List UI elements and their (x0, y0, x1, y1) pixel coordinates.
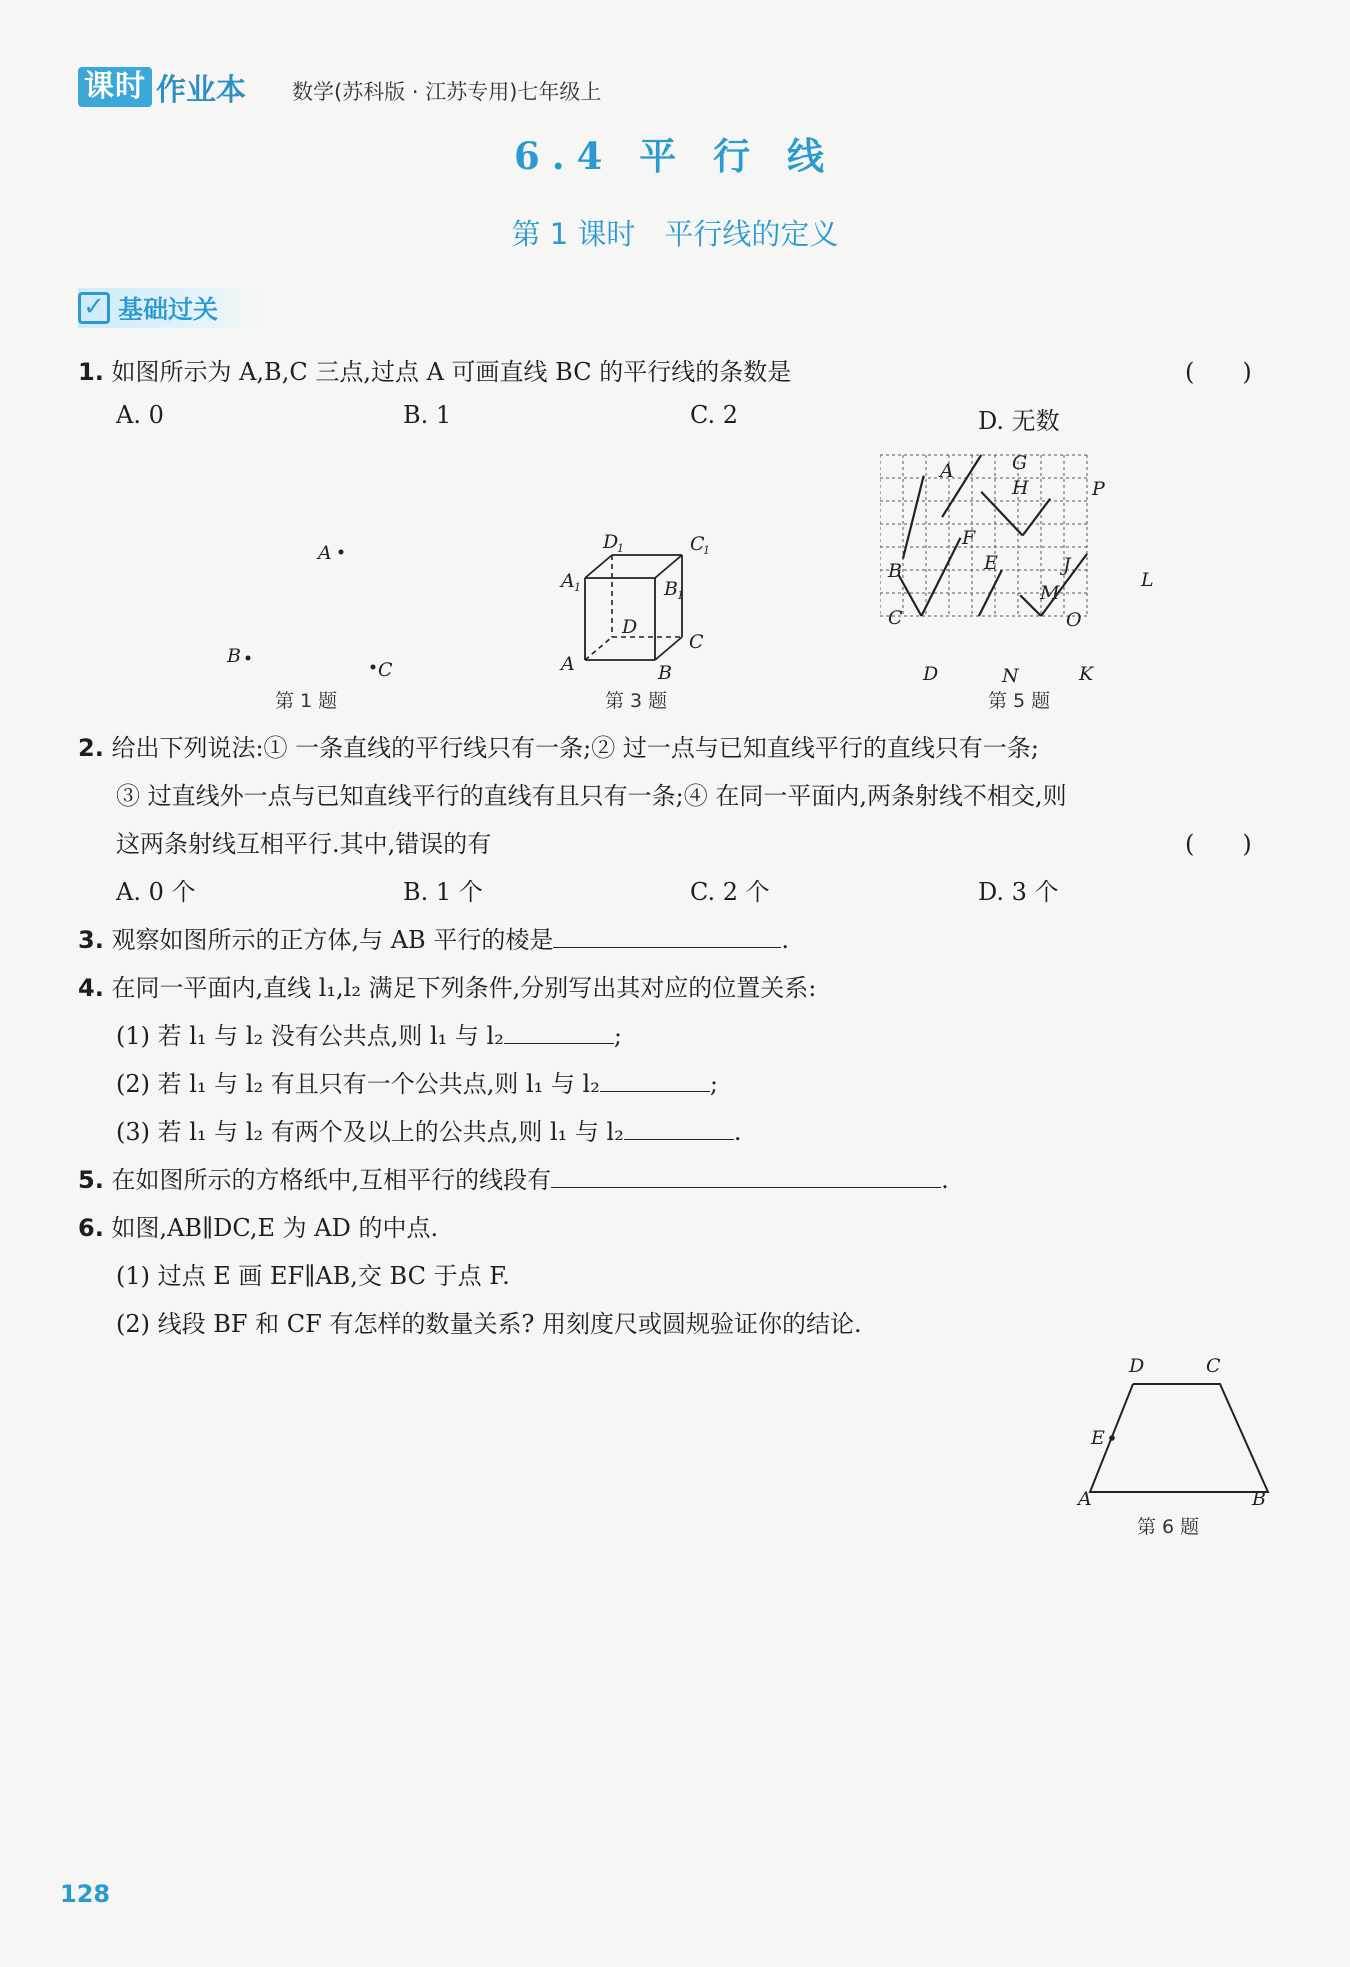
label-B: B (658, 662, 672, 684)
question-text: 给出下列说法:① 一条直线的平行线只有一条;② 过一点与已知直线平行的直线只有一条; (111, 734, 1039, 762)
punct: . (781, 926, 789, 954)
label-A: A (940, 460, 954, 482)
label-O: O (1066, 609, 1082, 631)
punct: . (941, 1166, 949, 1194)
option-b: B. 1 (403, 401, 452, 429)
question-number: 1. (78, 358, 104, 386)
question-4-part-1 (116, 1016, 622, 1051)
label-C: C (1206, 1355, 1221, 1377)
label-M: M (1040, 582, 1060, 604)
label-L: L (1141, 569, 1154, 591)
question-number: 2. (78, 734, 104, 762)
question-5 (78, 1160, 949, 1195)
option-c: C. 2 个 (690, 878, 770, 906)
question-number: 6. (78, 1214, 104, 1242)
question-6 (78, 1208, 438, 1243)
label-N: N (1002, 665, 1019, 685)
label-A1: A (561, 570, 575, 592)
answer-blank[interactable] (553, 925, 781, 948)
figure-3-cube (555, 525, 740, 685)
brand-box: 课时 (78, 67, 152, 107)
label-E: E (1091, 1427, 1105, 1449)
brand-name: 作业本 (156, 73, 246, 108)
part-text: (2) 若 l₁ 与 l₂ 有且只有一个公共点,则 l₁ 与 l₂ (116, 1070, 600, 1098)
label-F: F (962, 527, 976, 549)
label-P: P (1092, 478, 1105, 500)
question-text: 观察如图所示的正方体,与 AB 平行的棱是 (111, 926, 554, 954)
brand-logo (78, 66, 246, 108)
label-B1: B (664, 578, 678, 600)
question-4-part-3 (116, 1112, 741, 1147)
label-D: D (1129, 1355, 1145, 1377)
section-label: 基础过关 (118, 295, 219, 324)
sub-D1: 1 (617, 542, 624, 555)
label-C: C (378, 659, 393, 681)
question-text: 在如图所示的方格纸中,互相平行的线段有 (111, 1166, 552, 1194)
punct: ; (709, 1070, 718, 1098)
label-D1: D (603, 531, 619, 553)
figure-1 (210, 530, 410, 690)
segment-DE (921, 538, 960, 616)
punct: ; (613, 1022, 622, 1050)
label-B: B (227, 645, 241, 667)
question-text: 如图所示为 A,B,C 三点,过点 A 可画直线 BC 的平行线的条数是 (111, 358, 792, 386)
label-A: A (561, 653, 575, 675)
question-6-part-2: (2) 线段 BF 和 CF 有怎样的数量关系? 用刻度尺或圆规验证你的结论. (116, 1310, 862, 1338)
figure-5-caption: 第 5 题 (988, 690, 1051, 712)
chapter-title: 6.4 平 行 线 (513, 134, 836, 178)
page-number: 128 (60, 1880, 111, 1908)
point-B (246, 656, 251, 661)
question-number: 5. (78, 1166, 104, 1194)
question-2-line-3: 这两条射线互相平行.其中,错误的有 (116, 830, 492, 858)
part-text: (3) 若 l₁ 与 l₂ 有两个及以上的公共点,则 l₁ 与 l₂ (116, 1118, 624, 1146)
punct: . (733, 1118, 742, 1146)
figure-3-caption: 第 3 题 (605, 690, 668, 712)
option-a: A. 0 (116, 401, 164, 429)
label-C: C (888, 607, 903, 629)
figure-6-trapezoid (1070, 1350, 1290, 1515)
answer-blank[interactable] (504, 1021, 614, 1044)
sub-B1: 1 (677, 589, 684, 602)
question-text: 在同一平面内,直线 l₁,l₂ 满足下列条件,分别写出其对应的位置关系: (111, 974, 817, 1002)
sub-C1: 1 (703, 544, 710, 557)
question-2-line-2: ③ 过直线外一点与已知直线平行的直线有且只有一条;④ 在同一平面内,两条射线不相交,则 (116, 782, 1067, 810)
question-number: 4. (78, 974, 104, 1002)
question-2-line-1 (78, 728, 1039, 763)
question-4 (78, 968, 816, 1003)
answer-blank[interactable] (600, 1069, 710, 1092)
label-D: D (923, 663, 939, 685)
answer-paren: ( ) (1185, 358, 1252, 386)
segment-AB (903, 476, 924, 559)
label-A: A (318, 542, 332, 564)
option-d: D. 3 个 (978, 878, 1059, 906)
label-K: K (1079, 663, 1094, 685)
label-J: J (1063, 554, 1071, 576)
sub-A1: 1 (574, 581, 581, 594)
question-1 (78, 352, 791, 387)
segment-JP (1023, 499, 1051, 536)
section-header (78, 288, 263, 328)
book-info: 数学(苏科版 · 江苏专用)七年级上 (292, 80, 602, 104)
option-d: D. 无数 (978, 407, 1060, 435)
question-3 (78, 920, 789, 955)
label-G: G (1012, 452, 1028, 474)
label-B: B (1252, 1488, 1266, 1510)
option-c: C. 2 (690, 401, 739, 429)
question-6-part-1: (1) 过点 E 画 EF∥AB,交 BC 于点 F. (116, 1262, 510, 1290)
lesson-subtitle: 第 1 课时 平行线的定义 (511, 217, 839, 251)
option-b: B. 1 个 (403, 878, 483, 906)
point-A (339, 550, 344, 555)
label-A: A (1078, 1488, 1092, 1510)
label-C: C (689, 631, 704, 653)
label-B: B (888, 560, 902, 582)
label-D: D (622, 616, 638, 638)
answer-blank[interactable] (551, 1165, 941, 1188)
answer-paren: ( ) (1185, 830, 1252, 858)
question-text: 如图,AB∥DC,E 为 AD 的中点. (111, 1214, 439, 1242)
label-E: E (984, 552, 998, 574)
point-C (371, 665, 376, 670)
answer-blank[interactable] (624, 1117, 734, 1140)
label-C1: C (690, 533, 705, 555)
point-E (1109, 1435, 1115, 1441)
check-icon: ✓ (78, 292, 110, 324)
figure-5-grid (880, 450, 1180, 685)
question-4-part-2 (116, 1064, 718, 1099)
figure-6-caption: 第 6 题 (1137, 1516, 1200, 1538)
question-number: 3. (78, 926, 104, 954)
figure-1-caption: 第 1 题 (275, 690, 338, 712)
label-H: H (1012, 477, 1029, 499)
option-a: A. 0 个 (116, 878, 196, 906)
part-text: (1) 若 l₁ 与 l₂ 没有公共点,则 l₁ 与 l₂ (116, 1022, 504, 1050)
segment-OK (1020, 595, 1041, 616)
